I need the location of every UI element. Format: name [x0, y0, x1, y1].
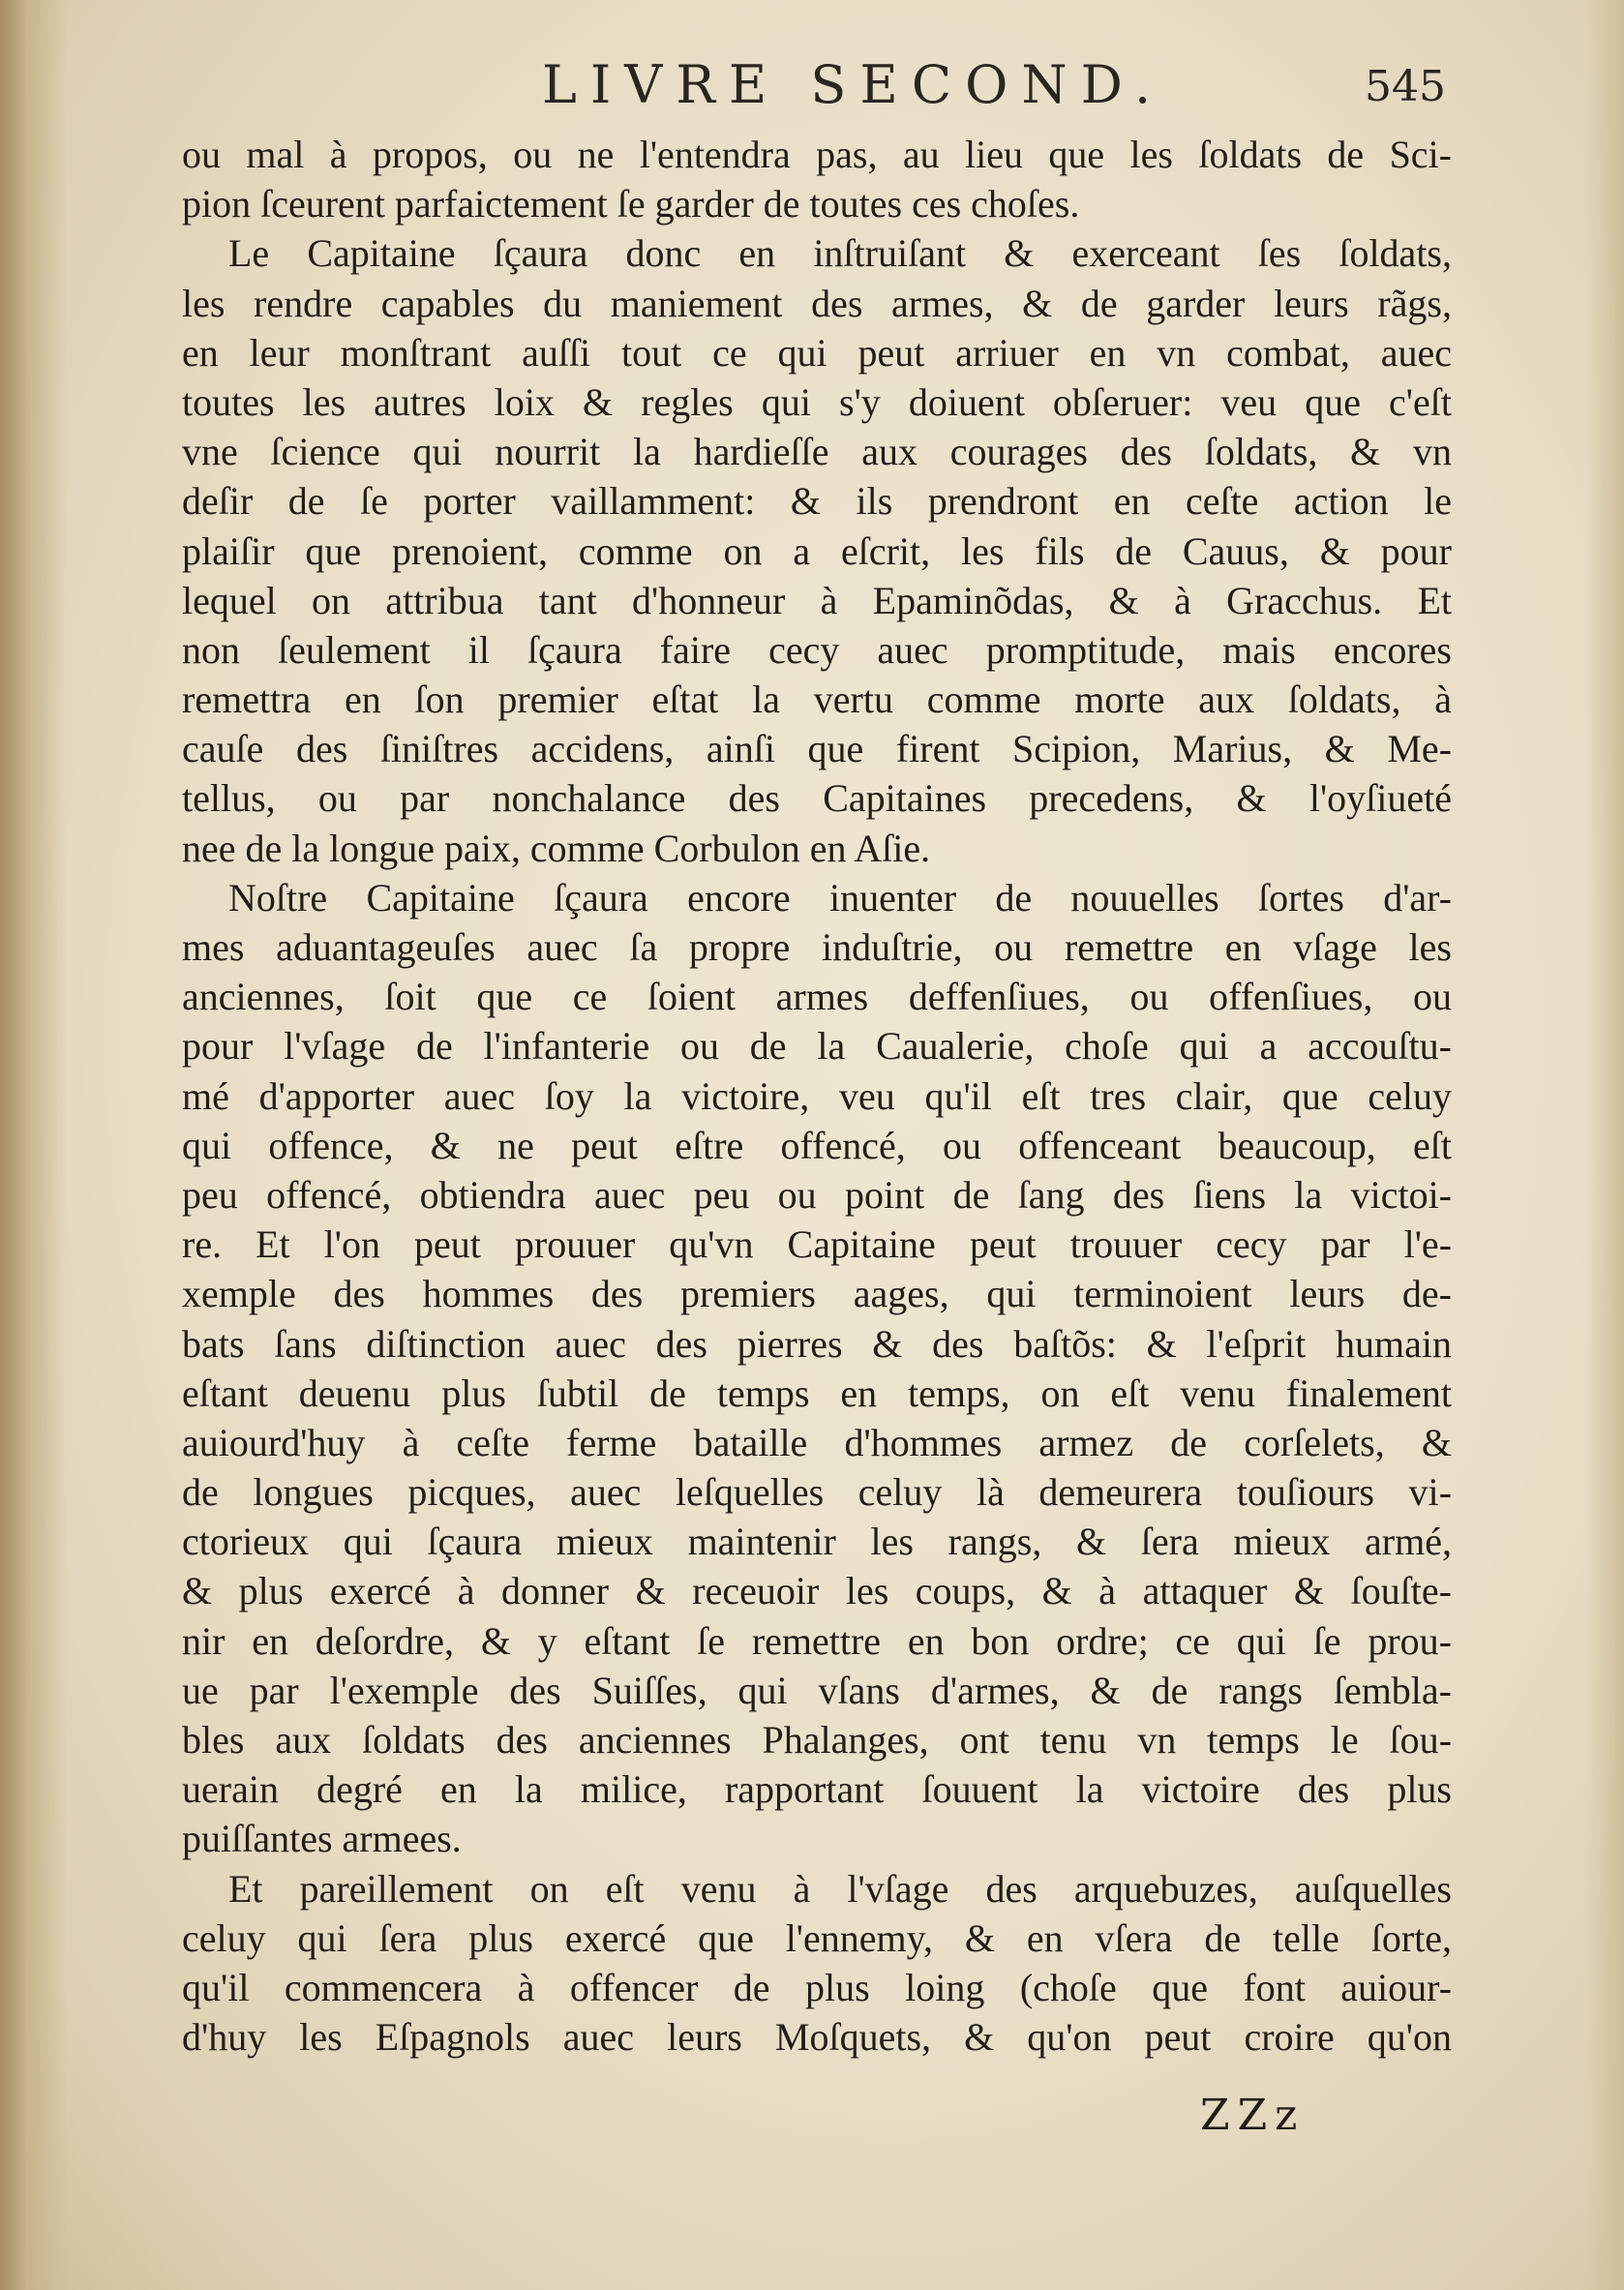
text-line: tellus, ou par nonchalance des Capitaines precedens, & l'oyſiueté — [182, 776, 1452, 821]
text-line: lequel on attribua tant d'honneur à Epaminõdas, & à Gracchus. Et — [182, 578, 1452, 622]
text-line: auiourd'huy à ceſte ferme bataille d'hommes armez de corſelets, & — [182, 1420, 1452, 1464]
text-line: peu offencé, obtiendra auec peu ou point de ſang des ſiens la victoi- — [182, 1172, 1452, 1217]
text-line: les rendre capables du maniement des armes, & de garder leurs rãgs, — [182, 281, 1452, 325]
text-line: anciennes, ſoit que ce ſoient armes deffenſiues, ou offenſiues, ou — [182, 975, 1452, 1019]
text-line: ue par l'exemple des Suiſſes, qui vſans d'armes, & de rangs ſembla- — [182, 1668, 1452, 1712]
signature-mark: ZZz — [1200, 2091, 1306, 2140]
text-line: vne ſcience qui nourrit la hardieſſe aux courages des ſoldats, & vn — [182, 430, 1452, 474]
body-text — [182, 130, 1452, 2062]
text-line: ctorieux qui ſçaura mieux maintenir les rangs, & ſera mieux armé, — [182, 1520, 1452, 1564]
text-line: toutes les autres loix & regles qui s'y doiuent obſeruer: veu que c'eſt — [182, 379, 1452, 424]
text-line: Et pareillement on eſt venu à l'vſage des arquebuzes, auſquelles — [228, 1866, 1452, 1911]
text-line: pour l'vſage de l'infanterie ou de la Caualerie, choſe qui a accouſtu- — [182, 1024, 1452, 1069]
text-line: cauſe des ſiniſtres accidens, ainſi que firent Scipion, Marius, & Me- — [182, 727, 1452, 771]
text-line: Le Capitaine ſçaura donc en inſtruiſant & exerceant ſes ſoldats, — [228, 231, 1452, 276]
text-line: eſtant deuenu plus ſubtil de temps en temps, on eſt venu finalement — [182, 1371, 1452, 1415]
text-line: mes aduantageuſes auec ſa propre induſtrie, ou remettre en vſage les — [182, 925, 1452, 969]
page-number: 545 — [1365, 62, 1446, 111]
text-line: puiſſantes armees. — [182, 1817, 462, 1861]
text-line: qui offence, & ne peut eſtre offencé, ou offenceant beaucoup, eſt — [182, 1123, 1452, 1167]
text-line: bats ſans diſtinction auec des pierres & des baſtõs: & l'eſprit humain — [182, 1321, 1452, 1366]
text-line: uerain degré en la milice, rapportant ſouuent la victoire des plus — [182, 1767, 1452, 1812]
text-line: nir en deſordre, & y eſtant ſe remettre en bon ordre; ce qui ſe prou- — [182, 1618, 1452, 1663]
text-line: celuy qui ſera plus exercé que l'ennemy, & en vſera de telle ſorte, — [182, 1915, 1452, 1960]
text-line: re. Et l'on peut prouuer qu'vn Capitaine peut trouuer cecy par l'e- — [182, 1222, 1452, 1267]
text-line: nee de la longue paix, comme Corbulon en Aſie. — [182, 826, 931, 870]
text-line: d'huy les Eſpagnols auec leurs Moſquets, & qu'on peut croire qu'on — [182, 2015, 1452, 2060]
text-line: deſir de ſe porter vaillamment: & ils prendront en ceſte action le — [182, 479, 1452, 524]
text-line: xemple des hommes des premiers aages, qui terminoient leurs de- — [182, 1272, 1452, 1316]
text-line: qu'il commencera à offencer de plus loing (choſe que font auiour- — [182, 1965, 1452, 2009]
text-line: & plus exercé à donner & receuoir les coups, & à attaquer & ſouſte- — [182, 1569, 1452, 1613]
running-head — [0, 48, 1624, 116]
text-line: bles aux ſoldats des anciennes Phalanges, ont tenu vn temps le ſou- — [182, 1718, 1452, 1762]
text-line: ou mal à propos, ou ne l'entendra pas, au lieu que les ſoldats de Sci- — [182, 133, 1452, 176]
text-line: de longues picques, auec leſquelles celuy là demeurera touſiours vi- — [182, 1470, 1452, 1515]
text-line: non ſeulement il ſçaura faire cecy auec promptitude, mais encores — [182, 627, 1452, 672]
text-line: en leur monſtrant auſſi tout ce qui peut arriuer en vn combat, auec — [182, 330, 1452, 375]
text-line: remettra en ſon premier eſtat la vertu comme morte aux ſoldats, à — [182, 678, 1452, 722]
text-line: mé d'apporter auec ſoy la victoire, veu qu'il eſt tres clair, que celuy — [182, 1073, 1452, 1118]
text-line: plaiſir que prenoient, comme on a eſcrit, les fils de Cauus, & pour — [182, 528, 1452, 573]
running-title: LIVRE SECOND. — [542, 54, 1165, 115]
text-line: Noſtre Capitaine ſçaura encore inuenter de nouuelles ſortes d'ar- — [228, 875, 1452, 919]
text-line: pion ſceurent parfaictement ſe garder de toutes ces choſes. — [182, 182, 1080, 226]
